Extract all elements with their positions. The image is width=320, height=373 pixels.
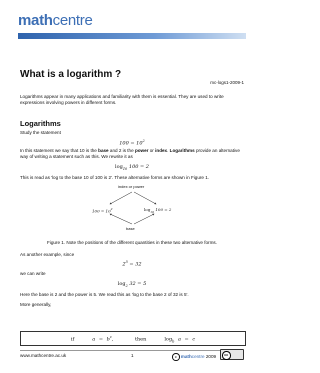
equation-power-form [0,139,264,147]
eq3-rest: = 32 [127,261,142,268]
definition-expr2-rest: a = c [174,336,196,343]
diagram-right-log: log [144,207,151,212]
copyright-brand-centre: centre [191,353,205,359]
arrow-index-right [134,192,156,204]
diagram-left-exp: 2 [110,207,113,211]
header-bar [18,33,246,39]
arrow-base-left [110,214,132,224]
study-line: Study the statement [20,130,61,135]
logo-part-centre: centre [52,12,93,29]
diagram-log-form [144,207,171,214]
eq3-base: 2 [122,261,126,268]
another-example-line: As another example, since [20,252,75,257]
copyright-year: 2009 [205,353,217,359]
diagram-right-base: 10 [150,209,155,214]
index-or-power-label: index or power [118,184,145,189]
eq2-base: 10 [122,167,128,171]
eq4-base: 2 [125,284,128,288]
base-2-paragraph: Here the base is 2 and the power is 5. We read this as 'log to the base 2 of 32 is 5'. [20,292,189,297]
intro-paragraph: Logarithms appear in many applications and familiarity with them is essential. They are used to write expressions involving powers in different forms. [20,94,224,106]
footer-divider [20,350,244,351]
creative-commons-badge-icon[interactable] [220,349,244,360]
footer-copyright [172,353,216,361]
eq2-log: log [115,164,123,170]
arrow-index-left [110,192,132,204]
eq1-base: 100 = 10 [119,140,143,147]
para2-text: In this statement we say that 10 is the base and 2 is the power or index. Logarithms provide an alternative way of writing a statement such as this. We rewrite it as [20,148,240,160]
eq4-rest: 32 = 5 [127,281,147,287]
page-title: What is a logarithm ? [20,69,122,80]
footer-page-number: 1 [131,353,134,358]
logo-part-math: math [18,12,53,29]
definition-expr1-exp: c [109,335,112,339]
diagram-right-rest: 100 = 2 [154,207,172,212]
diagram-left-expr: 100 = 10 [92,208,111,214]
copyright-brand-math: math [180,353,192,359]
definition-then: then [134,336,147,343]
definition-if: if [70,336,75,343]
definition-expr1: a = b [92,336,110,343]
eq2-rest: 100 = 2 [127,164,149,170]
cc-logo-icon: cc [222,351,231,360]
more-generally-line: More generally, [20,302,52,307]
base-power-paragraph [20,148,244,160]
equation-log2 [0,281,264,288]
eq3-exp: 5 [125,260,128,264]
eq4-log: log [117,281,126,287]
section-heading: Logarithms [20,119,61,128]
document-id: mc-logs1-2009-1 [210,80,244,85]
equation-log-form [0,164,264,171]
equation-2-power [0,260,264,268]
base-label: base [126,226,135,231]
copyright-icon: c [172,353,180,361]
arrow-base-right [134,214,154,224]
figure-reference-paragraph: This is read as 'log to the base 10 of 100 is 2'. These alternative forms are shown in Figure 1. [20,175,210,180]
we-can-write-line: we can write [20,271,46,276]
footer-website-link[interactable]: www.mathcentre.ac.uk [20,353,67,358]
eq1-exponent: 2 [142,139,145,143]
figure-1-diagram [88,182,178,239]
mathcentre-logo [18,12,93,30]
definition-box [20,331,246,346]
figure-caption: Figure 1. Note the positions of the different quantities in these two alternative forms. [47,240,217,245]
diagram-power-form [92,207,113,213]
definition-log: log [164,336,173,343]
definition-formula: if $a = b^c$, then $\log_b a = c$ [70,335,196,344]
definition-log-base: b [172,339,175,344]
